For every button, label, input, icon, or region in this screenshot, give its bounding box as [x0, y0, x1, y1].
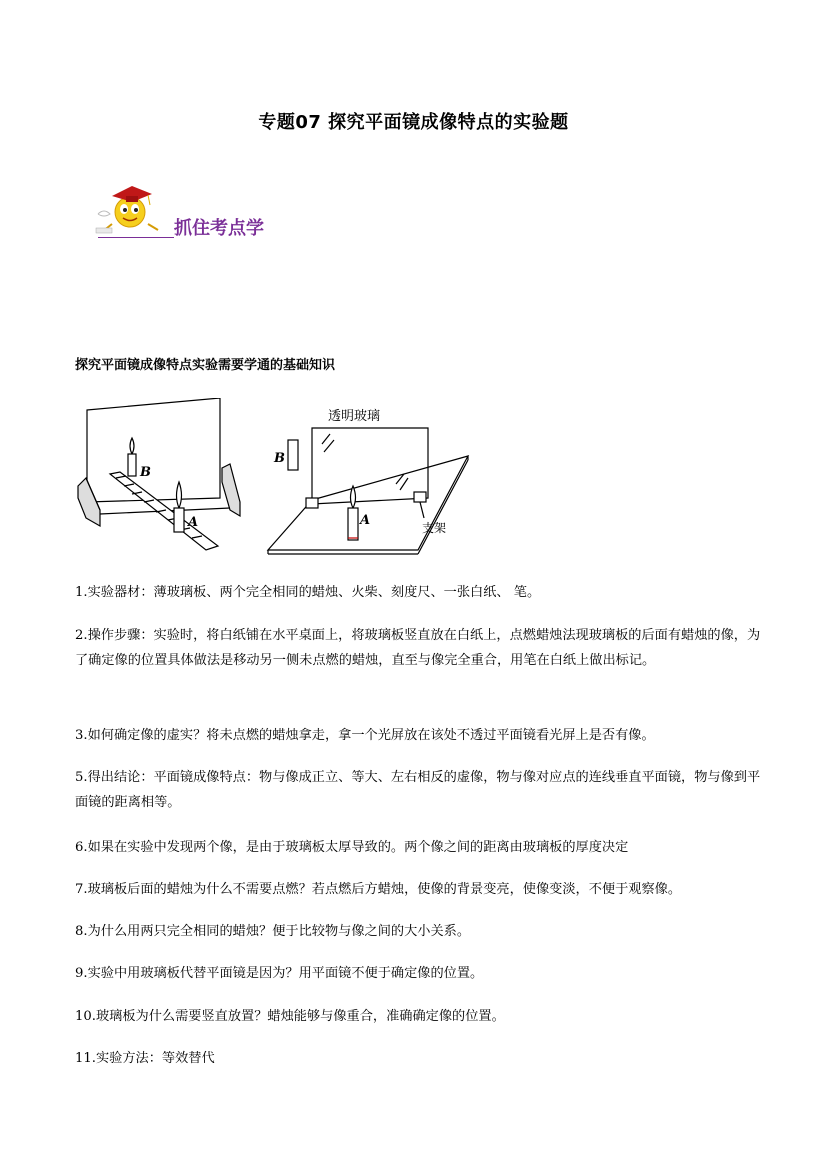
candle-b-label: B [140, 465, 151, 480]
subheading: 探究平面镜成像特点实验需要学通的基础知识 [75, 358, 336, 373]
paragraph-two-images: 6.如果在实验中发现两个像，是由于玻璃板太厚导致的。两个像之间的距离由玻璃板的厚度决定 [75, 840, 629, 855]
paragraph-materials: 1.实验器材：薄玻璃板、两个完全相同的蜡烛、火柴、刻度尺、一张白纸、 笔。 [75, 585, 541, 600]
paragraph-vertical-glass: 10.玻璃板为什么需要竖直放置？蜡烛能够与像重合，准确确定像的位置。 [75, 1009, 505, 1024]
section-underline [98, 237, 174, 238]
scholar-mascot-icon [90, 178, 170, 240]
paragraph-glass-reason: 9.实验中用玻璃板代替平面镜是因为？用平面镜不便于确定像的位置。 [75, 966, 484, 981]
paragraph-method: 11.实验方法：等效替代 [75, 1051, 215, 1066]
glass-label: 透明玻璃 [328, 409, 381, 424]
paragraph-procedure: 2.操作步骤：实验时，将白纸铺在水平桌面上，将玻璃板竖直放在白纸上，点燃蜡烛法现玻璃板的后面有蜡烛的像，为了确定像的位置具体做法是移动另一侧未点燃的蜡烛，直至与像完全重合，用笔在白纸上做出标记。 [75, 628, 761, 668]
paragraph-back-candle: 7.玻璃板后面的蜡烛为什么不需要点燃？若点燃后方蜡烛，使像的背景变亮，使像变淡，不便于观察像。 [75, 882, 682, 897]
candle-a-label-2: A [360, 513, 371, 528]
page-title: 专题07 探究平面镜成像特点的实验题 [258, 112, 569, 133]
paragraph-real-virtual: 3.如何确定像的虚实？将未点燃的蜡烛拿走，拿一个光屏放在该处不透过平面镜看光屏上是否有像。 [75, 728, 655, 743]
experiment-figure-top [262, 404, 482, 556]
experiment-figure-perspective [70, 398, 250, 566]
candle-a-label: A [188, 515, 199, 530]
paragraph-conclusion: 5.得出结论：平面镜成像特点：物与像成正立、等大、左右相反的虚像，物与像对应点的连线垂直平面镜，物与像到平面镜的距离相等。 [75, 770, 761, 810]
paragraph-same-candles: 8.为什么用两只完全相同的蜡烛？便于比较物与像之间的大小关系。 [75, 924, 471, 939]
section-tag: 抓住考点学 [174, 218, 264, 239]
candle-b-label-2: B [274, 451, 285, 466]
stand-label: 支架 [422, 521, 447, 535]
